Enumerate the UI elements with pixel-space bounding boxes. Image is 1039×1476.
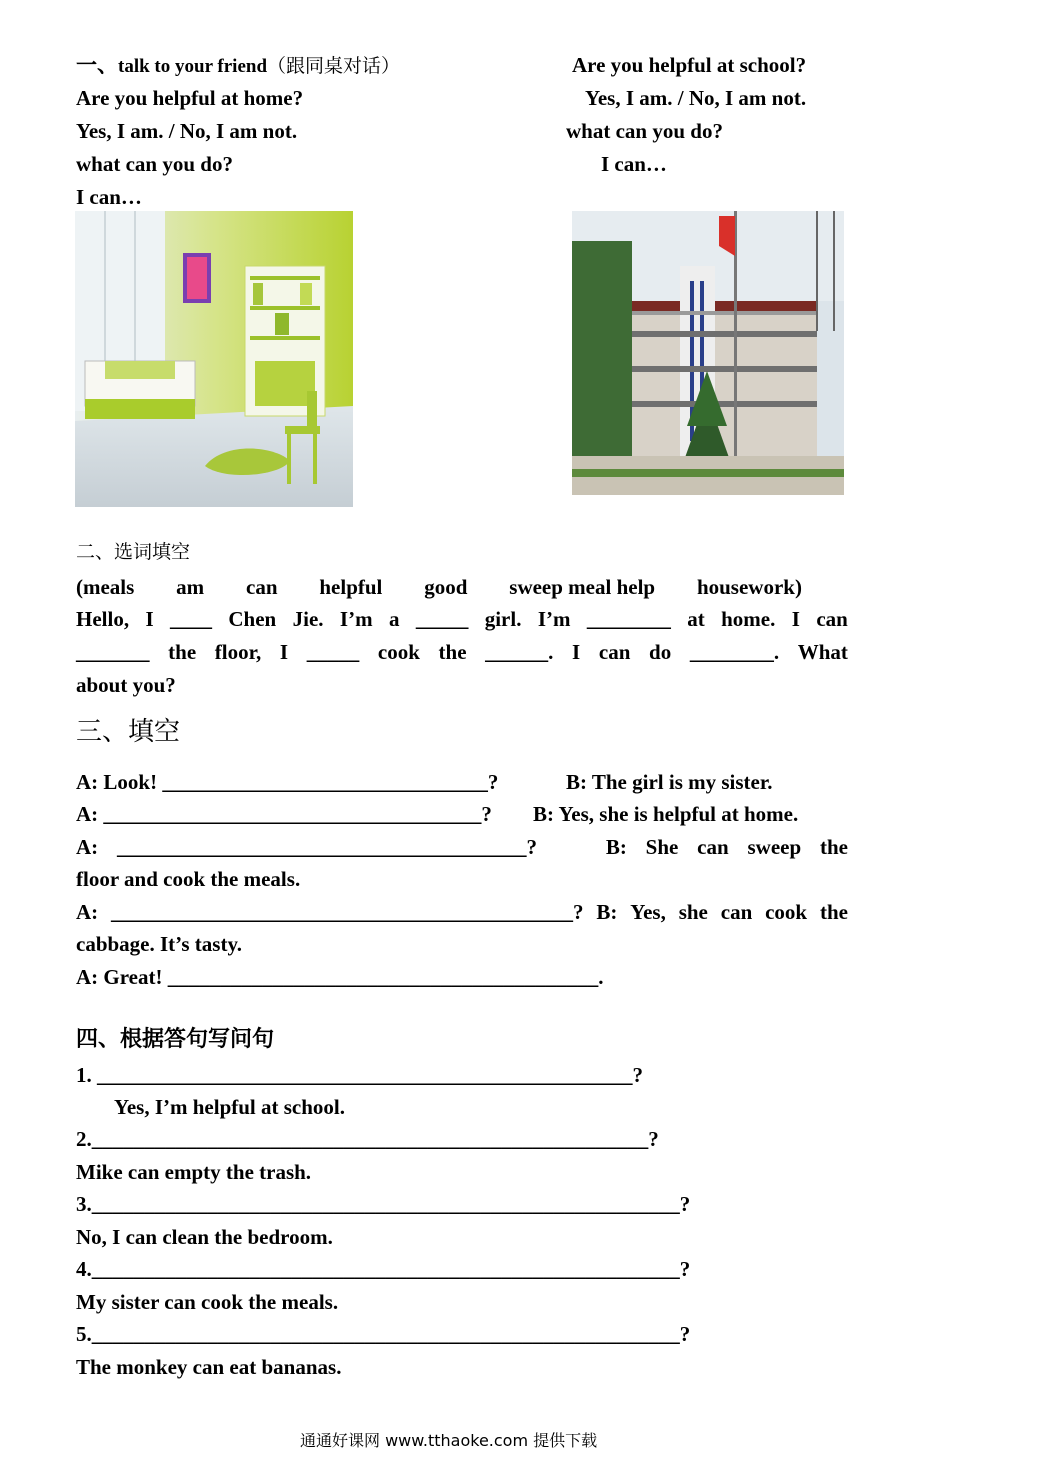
fill-q3-line: A: _______________________________________? B: She can sweep the <box>76 835 848 859</box>
answer-1: Yes, I’m helpful at school. <box>114 1095 346 1119</box>
home-dialog-line-3: what can you do? <box>76 152 233 176</box>
answer-4: My sister can cook the meals. <box>76 1290 339 1314</box>
word-bank-item: sweep meal help <box>509 575 656 599</box>
word-bank-item: helpful <box>319 575 383 599</box>
word-bank-item: can <box>246 575 278 599</box>
school-dialog-line-2: Yes, I am. / No, I am not. <box>585 86 807 110</box>
home-dialog-line-4: I can… <box>76 185 142 209</box>
word-bank-item: (meals <box>76 575 135 599</box>
school-dialog-line-3: what can you do? <box>566 119 723 143</box>
word-bank-item: am <box>176 575 205 599</box>
fill-q3-cont: floor and cook the meals. <box>76 867 301 891</box>
section1-number: 一、 <box>76 53 118 77</box>
word-bank-item: good <box>424 575 468 599</box>
school-dialog-line-4: I can… <box>601 152 667 176</box>
cloze-line-1: Hello, I ____ Chen Jie. I’m a _____ girl. I’m ________ at home. I can <box>76 607 848 631</box>
section1-heading <box>76 52 400 80</box>
answer-2: Mike can empty the trash. <box>76 1160 312 1184</box>
school-dialog-line-1: Are you helpful at school? <box>572 53 807 77</box>
word-bank <box>76 574 802 600</box>
answer-3: No, I can clean the bedroom. <box>76 1225 333 1249</box>
section1-title-en: talk to your friend <box>118 56 268 77</box>
bedroom-photo <box>75 211 353 507</box>
fill-q1-a: A: Look! _______________________________? <box>76 770 499 794</box>
cloze-line-2: _______ the floor, I _____ cook the ______. I can do ________. What <box>76 640 848 664</box>
fill-q4-line: A: ____________________________________________? B: Yes, she can cook the <box>76 900 848 924</box>
word-bank-item: housework) <box>696 575 802 599</box>
cloze-line-3: about you? <box>76 673 176 697</box>
fill-q1-b: B: The girl is my sister. <box>566 770 773 794</box>
question-2-blank: 2._____________________________________________________? <box>76 1127 659 1151</box>
fill-q2-b: B: Yes, she is helpful at home. <box>533 802 799 826</box>
section3-heading: 三、填空 <box>76 717 181 747</box>
question-5-blank: 5.________________________________________________________? <box>76 1322 691 1346</box>
answer-5: The monkey can eat bananas. <box>76 1355 342 1379</box>
home-dialog-line-2: Yes, I am. / No, I am not. <box>76 119 298 143</box>
fill-q4-cont: cabbage. It’s tasty. <box>76 932 243 956</box>
section4-heading: 四、根据答句写问句 <box>76 1027 275 1052</box>
question-4-blank: 4.________________________________________________________? <box>76 1257 691 1281</box>
section1-title-cn: （跟同桌对话） <box>267 55 401 77</box>
school-photo <box>572 211 844 495</box>
question-1-blank: 1. ___________________________________________________? <box>76 1063 643 1087</box>
fill-q5: A: Great! _________________________________________. <box>76 965 604 989</box>
question-3-blank: 3.________________________________________________________? <box>76 1192 691 1216</box>
fill-q2-a: A: ____________________________________? <box>76 802 492 826</box>
section2-heading: 二、选词填空 <box>76 541 191 563</box>
home-dialog-line-1: Are you helpful at home? <box>76 86 304 110</box>
footer-text: 通通好课网 www.tthaoke.com 提供下载 <box>300 1431 598 1450</box>
